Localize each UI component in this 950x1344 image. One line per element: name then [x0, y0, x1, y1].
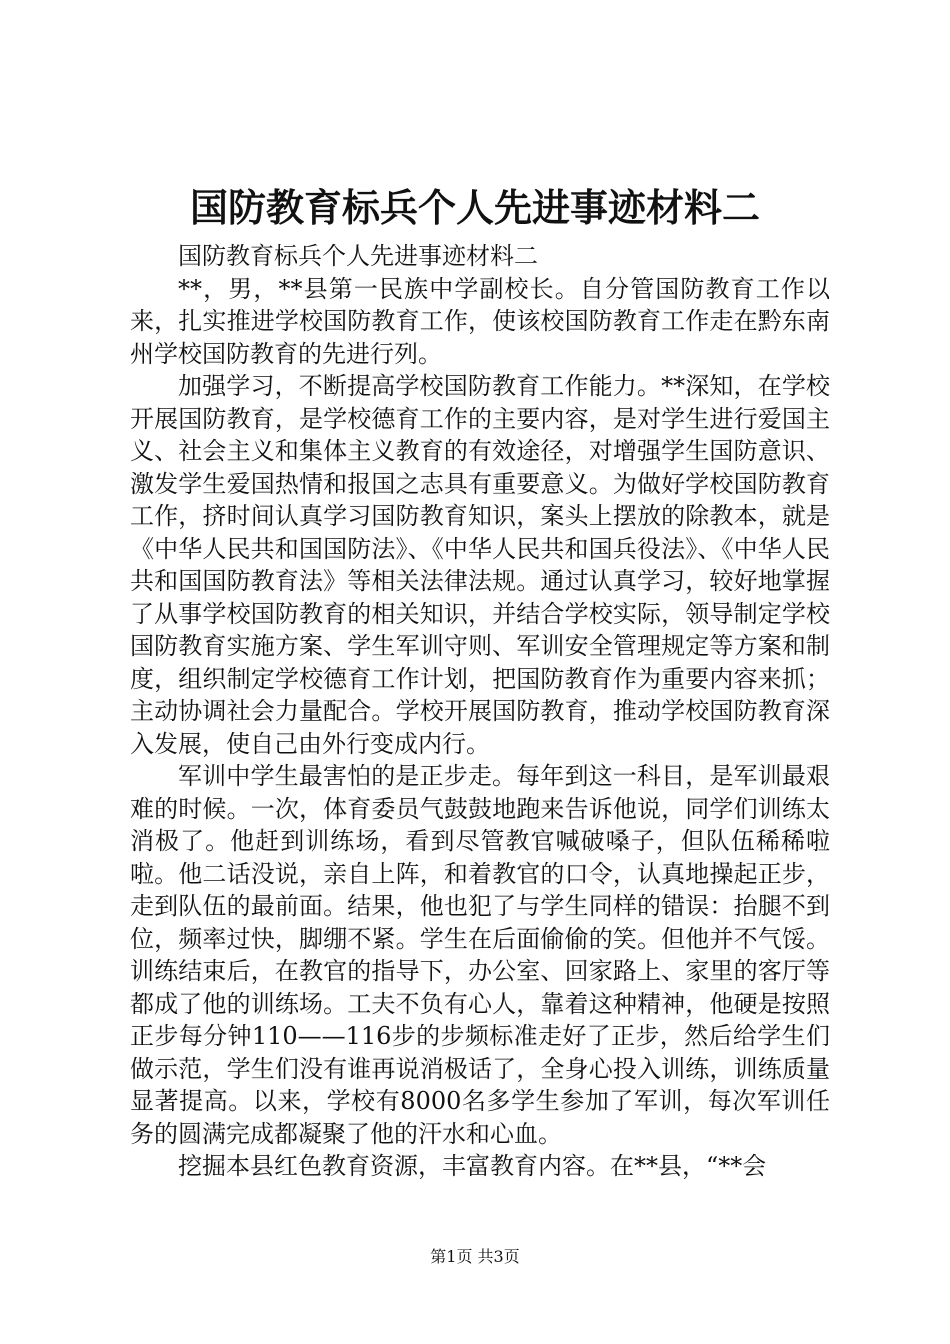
subtitle-paragraph: 国防教育标兵个人先进事迹材料二: [178, 242, 538, 270]
training-paragraph: 军训中学生最害怕的是正步走。每年到这一科目，是军训最艰难的时候。一次，体育委员气鼓鼓地跑来告诉他说，同学们训练太消极了。他赶到训练场，看到尽管教官喊破嗓子，但队伍稀稀啦啦。他二话没说，亲自上阵，和着教官的口令，认真地操起正步，走到队伍的最前面。结果，他也犯了与学生同样的错误：抬腿不到位，频率过快，脚绷不紧。学生在后面偷偷的笑。但他并不气馁。训练结束后，在教官的指导下，办公室、回家路上、家里的客厅等都成了他的训练场。工夫不负有心人，靠着这种精神，他硬是按照正步每分钟110——116步的步频标准走好了正步，然后给学生们做示范，学生们没有谁再说消极话了，全身心投入训练，训练质量显著提高。以来，学校有8000名多学生参加了军训，每次军训任务的圆满完成都凝聚了他的汗水和心血。: [130, 762, 830, 1148]
document-body: [130, 240, 830, 1183]
intro-paragraph: **，男，**县第一民族中学副校长。自分管国防教育工作以来，扎实推进学校国防教育工作，使该校国防教育工作走在黔东南州学校国防教育的先进行列。: [130, 274, 830, 368]
study-paragraph: 加强学习，不断提高学校国防教育工作能力。**深知，在学校开展国防教育，是学校德育工作的主要内容，是对学生进行爱国主义、社会主义和集体主义教育的有效途径，对增强学生国防意识、激发学生爱国热情和报国之志具有重要意义。为做好学校国防教育工作，挤时间认真学习国防教育知识，案头上摆放的除教本，就是《中华人民共和国国防法》、《中华人民共和国兵役法》、《中华人民共和国国防教育法》等相关法律法规。通过认真学习，较好地掌握了从事学校国防教育的相关知识，并结合学校实际，领导制定学校国防教育实施方案、学生军训守则、军训安全管理规定等方案和制度，组织制定学校德育工作计划，把国防教育作为重要内容来抓；主动协调社会力量配合。学校开展国防教育，推动学校国防教育深入发展，使自己由外行变成内行。: [130, 372, 830, 758]
document-title: 国防教育标兵个人先进事迹材料二: [189, 185, 760, 230]
resources-paragraph: 挖掘本县红色教育资源，丰富教育内容。在**县，“**会: [178, 1152, 767, 1180]
page-footer: 第1页 共3页: [430, 1247, 520, 1266]
